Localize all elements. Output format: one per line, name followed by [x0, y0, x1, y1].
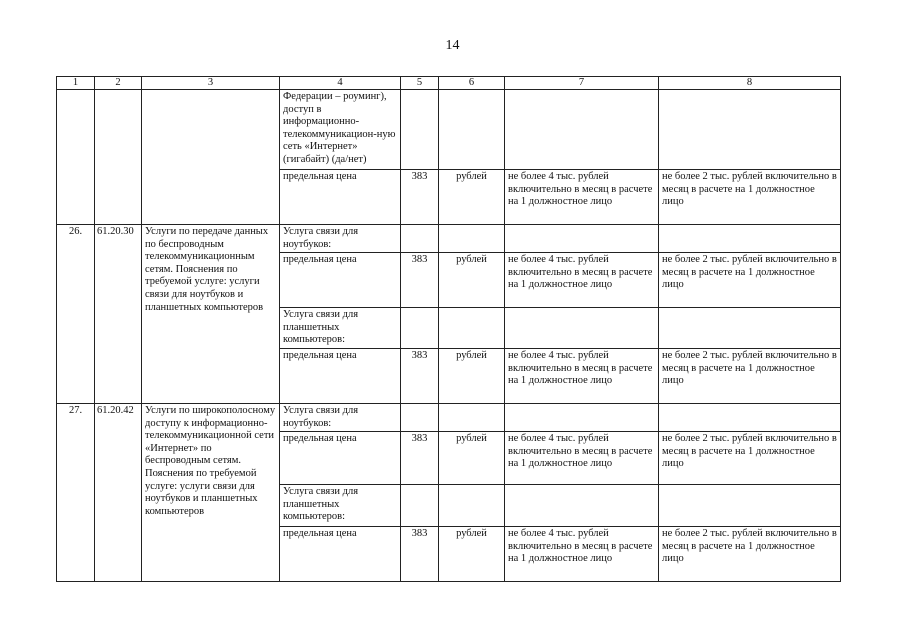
unit-code-cell	[401, 308, 439, 349]
column-header: 1	[57, 77, 95, 90]
value-cell	[505, 308, 659, 349]
unit-name-cell: рублей	[439, 348, 505, 403]
service-name-cell: Услуги по передаче данных по беспроводным телекоммуникационным сетям. Пояснения по требуемой услуге: услуги связи для ноутбуков и планшетных компьютеров	[142, 225, 280, 404]
okpd-code-cell: 61.20.42	[95, 403, 142, 581]
unit-code-cell	[401, 90, 439, 170]
service-name-cell: Услуги по широкополосному доступу к информационно-телекоммуникационной сети «Интернет» по беспроводным сетям. Пояснения по требуемой услуге: услуги связи для ноутбуков и планшетных компьютеров	[142, 403, 280, 581]
value-cell	[505, 485, 659, 527]
column-header: 4	[280, 77, 401, 90]
value-cell	[659, 485, 841, 527]
characteristic-cell: предельная цена	[280, 170, 401, 225]
value-cell: не более 4 тыс. рублей включительно в месяц в расчете на 1 должностное лицо	[505, 253, 659, 308]
unit-name-cell: рублей	[439, 170, 505, 225]
requirements-table	[56, 76, 841, 582]
unit-code-cell: 383	[401, 432, 439, 485]
unit-name-cell	[439, 485, 505, 527]
value-cell	[505, 225, 659, 253]
unit-code-cell: 383	[401, 253, 439, 308]
row-number-cell: 26.	[57, 225, 95, 404]
value-cell: не более 2 тыс. рублей включительно в месяц в расчете на 1 должностное лицо	[659, 527, 841, 582]
unit-name-cell: рублей	[439, 253, 505, 308]
row-number-cell: 27.	[57, 403, 95, 581]
value-cell	[659, 90, 841, 170]
unit-code-cell: 383	[401, 348, 439, 403]
characteristic-cell: предельная цена	[280, 348, 401, 403]
unit-name-cell: рублей	[439, 527, 505, 582]
okpd-code-cell: 61.20.30	[95, 225, 142, 404]
value-cell	[505, 90, 659, 170]
value-cell: не более 4 тыс. рублей включительно в месяц в расчете на 1 должностное лицо	[505, 432, 659, 485]
value-cell	[659, 225, 841, 253]
value-cell	[659, 308, 841, 349]
unit-code-cell: 383	[401, 170, 439, 225]
characteristic-heading-cell: Услуга связи для планшетных компьютеров:	[280, 308, 401, 349]
unit-code-cell	[401, 225, 439, 253]
characteristic-cell: предельная цена	[280, 432, 401, 485]
characteristic-cell: предельная цена	[280, 527, 401, 582]
unit-name-cell	[439, 225, 505, 253]
value-cell	[505, 403, 659, 431]
unit-code-cell: 383	[401, 527, 439, 582]
unit-code-cell	[401, 403, 439, 431]
characteristic-heading-cell: Услуга связи для ноутбуков:	[280, 225, 401, 253]
table-row	[57, 90, 841, 170]
value-cell: не более 4 тыс. рублей включительно в месяц в расчете на 1 должностное лицо	[505, 527, 659, 582]
unit-name-cell	[439, 308, 505, 349]
column-header: 6	[439, 77, 505, 90]
column-header: 2	[95, 77, 142, 90]
value-cell: не более 2 тыс. рублей включительно в месяц в расчете на 1 должностное лицо	[659, 253, 841, 308]
characteristic-cell: Федерации – роуминг), доступ в информационно-телекоммуникацион-ную сеть «Интернет» (гигабайт) (да/нет)	[280, 90, 401, 170]
column-number-row	[57, 77, 841, 90]
unit-name-cell: рублей	[439, 432, 505, 485]
value-cell: не более 2 тыс. рублей включительно в месяц в расчете на 1 должностное лицо	[659, 170, 841, 225]
column-header: 7	[505, 77, 659, 90]
unit-name-cell	[439, 90, 505, 170]
unit-name-cell	[439, 403, 505, 431]
row-number-cell	[57, 90, 95, 225]
characteristic-heading-cell: Услуга связи для ноутбуков:	[280, 403, 401, 431]
value-cell	[659, 403, 841, 431]
page-number: 14	[445, 38, 460, 53]
okpd-code-cell	[95, 90, 142, 225]
service-name-cell	[142, 90, 280, 225]
column-header: 8	[659, 77, 841, 90]
table-row	[57, 225, 841, 253]
table-row	[57, 403, 841, 431]
unit-code-cell	[401, 485, 439, 527]
value-cell: не более 2 тыс. рублей включительно в месяц в расчете на 1 должностное лицо	[659, 432, 841, 485]
value-cell: не более 2 тыс. рублей включительно в месяц в расчете на 1 должностное лицо	[659, 348, 841, 403]
characteristic-cell: предельная цена	[280, 253, 401, 308]
value-cell: не более 4 тыс. рублей включительно в месяц в расчете на 1 должностное лицо	[505, 170, 659, 225]
column-header: 3	[142, 77, 280, 90]
characteristic-heading-cell: Услуга связи для планшетных компьютеров:	[280, 485, 401, 527]
column-header: 5	[401, 77, 439, 90]
value-cell: не более 4 тыс. рублей включительно в месяц в расчете на 1 должностное лицо	[505, 348, 659, 403]
